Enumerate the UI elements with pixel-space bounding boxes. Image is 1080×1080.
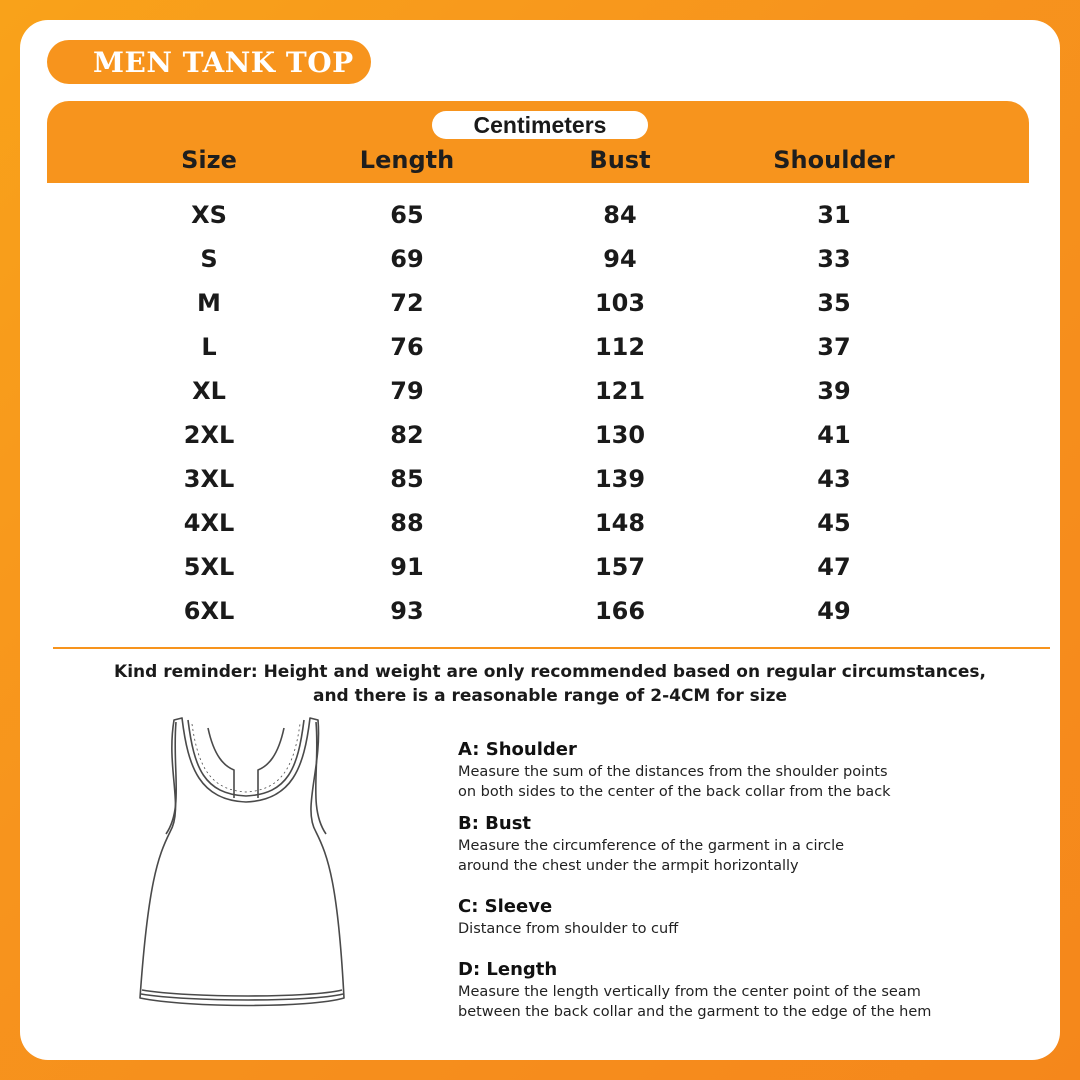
column-header-bust: Bust [589, 146, 651, 174]
cell-size: S [200, 245, 218, 273]
definition-text: Measure the circumference of the garment in a circle [458, 838, 845, 854]
cell-shoulder: 43 [817, 465, 851, 493]
cell-shoulder: 49 [817, 597, 851, 625]
definition-length [458, 958, 931, 1022]
cell-bust: 157 [594, 553, 646, 581]
cell-length: 65 [390, 201, 424, 229]
cell-length: 72 [390, 289, 424, 317]
table-row [0, 193, 1080, 237]
definition-text: around the chest under the armpit horizontally [458, 858, 799, 874]
table-row [0, 457, 1080, 501]
cell-size: L [201, 333, 217, 361]
cell-shoulder: 41 [817, 421, 851, 449]
cell-size: 6XL [183, 597, 235, 625]
kind-reminder [60, 660, 1040, 708]
definition-title: D: Length [458, 959, 558, 980]
column-header-size: Size [181, 146, 237, 174]
cell-shoulder: 33 [817, 245, 851, 273]
title-badge [47, 40, 371, 84]
cell-bust: 139 [594, 465, 646, 493]
definition-title: A: Shoulder [458, 739, 577, 760]
cell-bust: 103 [594, 289, 646, 317]
cell-shoulder: 35 [817, 289, 851, 317]
cell-size: M [197, 289, 221, 317]
reminder-line: and there is a reasonable range of 2-4CM for size [312, 686, 788, 706]
table-row [0, 281, 1080, 325]
page-title: MEN TANK TOP [93, 46, 354, 79]
definition-text: Measure the sum of the distances from the shoulder points [458, 764, 888, 780]
tank-top-outline-icon [130, 708, 370, 1028]
cell-length: 82 [390, 421, 424, 449]
table-row [0, 369, 1080, 413]
definition-text: Distance from shoulder to cuff [458, 921, 679, 937]
cell-shoulder: 31 [817, 201, 851, 229]
section-divider [53, 647, 1050, 649]
definition-title: B: Bust [458, 813, 532, 834]
cell-size: 2XL [183, 421, 235, 449]
table-row [0, 589, 1080, 633]
cell-length: 91 [390, 553, 424, 581]
definition-sleeve [458, 895, 678, 939]
definition-text: Measure the length vertically from the center point of the seam [458, 984, 921, 1000]
cell-length: 85 [390, 465, 424, 493]
definition-text: between the back collar and the garment to the edge of the hem [458, 1004, 932, 1020]
cell-length: 79 [390, 377, 424, 405]
table-row [0, 413, 1080, 457]
cell-size: 5XL [183, 553, 235, 581]
cell-length: 93 [390, 597, 424, 625]
cell-bust: 148 [594, 509, 646, 537]
table-row [0, 501, 1080, 545]
definition-text: on both sides to the center of the back collar from the back [458, 784, 891, 800]
definition-title: C: Sleeve [458, 896, 553, 917]
table-row [0, 237, 1080, 281]
cell-shoulder: 47 [817, 553, 851, 581]
cell-length: 76 [390, 333, 424, 361]
cell-size: 3XL [183, 465, 235, 493]
column-header-length: Length [359, 146, 455, 174]
cell-shoulder: 45 [817, 509, 851, 537]
definition-shoulder [458, 738, 891, 802]
cell-size: 4XL [183, 509, 235, 537]
cell-bust: 84 [603, 201, 637, 229]
column-header-shoulder: Shoulder [773, 146, 895, 174]
cell-shoulder: 39 [817, 377, 851, 405]
table-row [0, 325, 1080, 369]
cell-bust: 94 [603, 245, 637, 273]
reminder-line: Kind reminder: Height and weight are only recommended based on regular circumstances, [114, 662, 986, 682]
cell-size: XS [191, 201, 227, 229]
cell-bust: 121 [594, 377, 646, 405]
cell-bust: 112 [594, 333, 646, 361]
cell-size: XL [192, 377, 226, 405]
cell-bust: 166 [594, 597, 646, 625]
cell-shoulder: 37 [817, 333, 851, 361]
units-label: Centimeters [432, 111, 648, 139]
cell-length: 88 [390, 509, 424, 537]
size-table-body [0, 193, 1080, 633]
cell-length: 69 [390, 245, 424, 273]
cell-bust: 130 [594, 421, 646, 449]
table-row [0, 545, 1080, 589]
definition-bust [458, 812, 844, 876]
